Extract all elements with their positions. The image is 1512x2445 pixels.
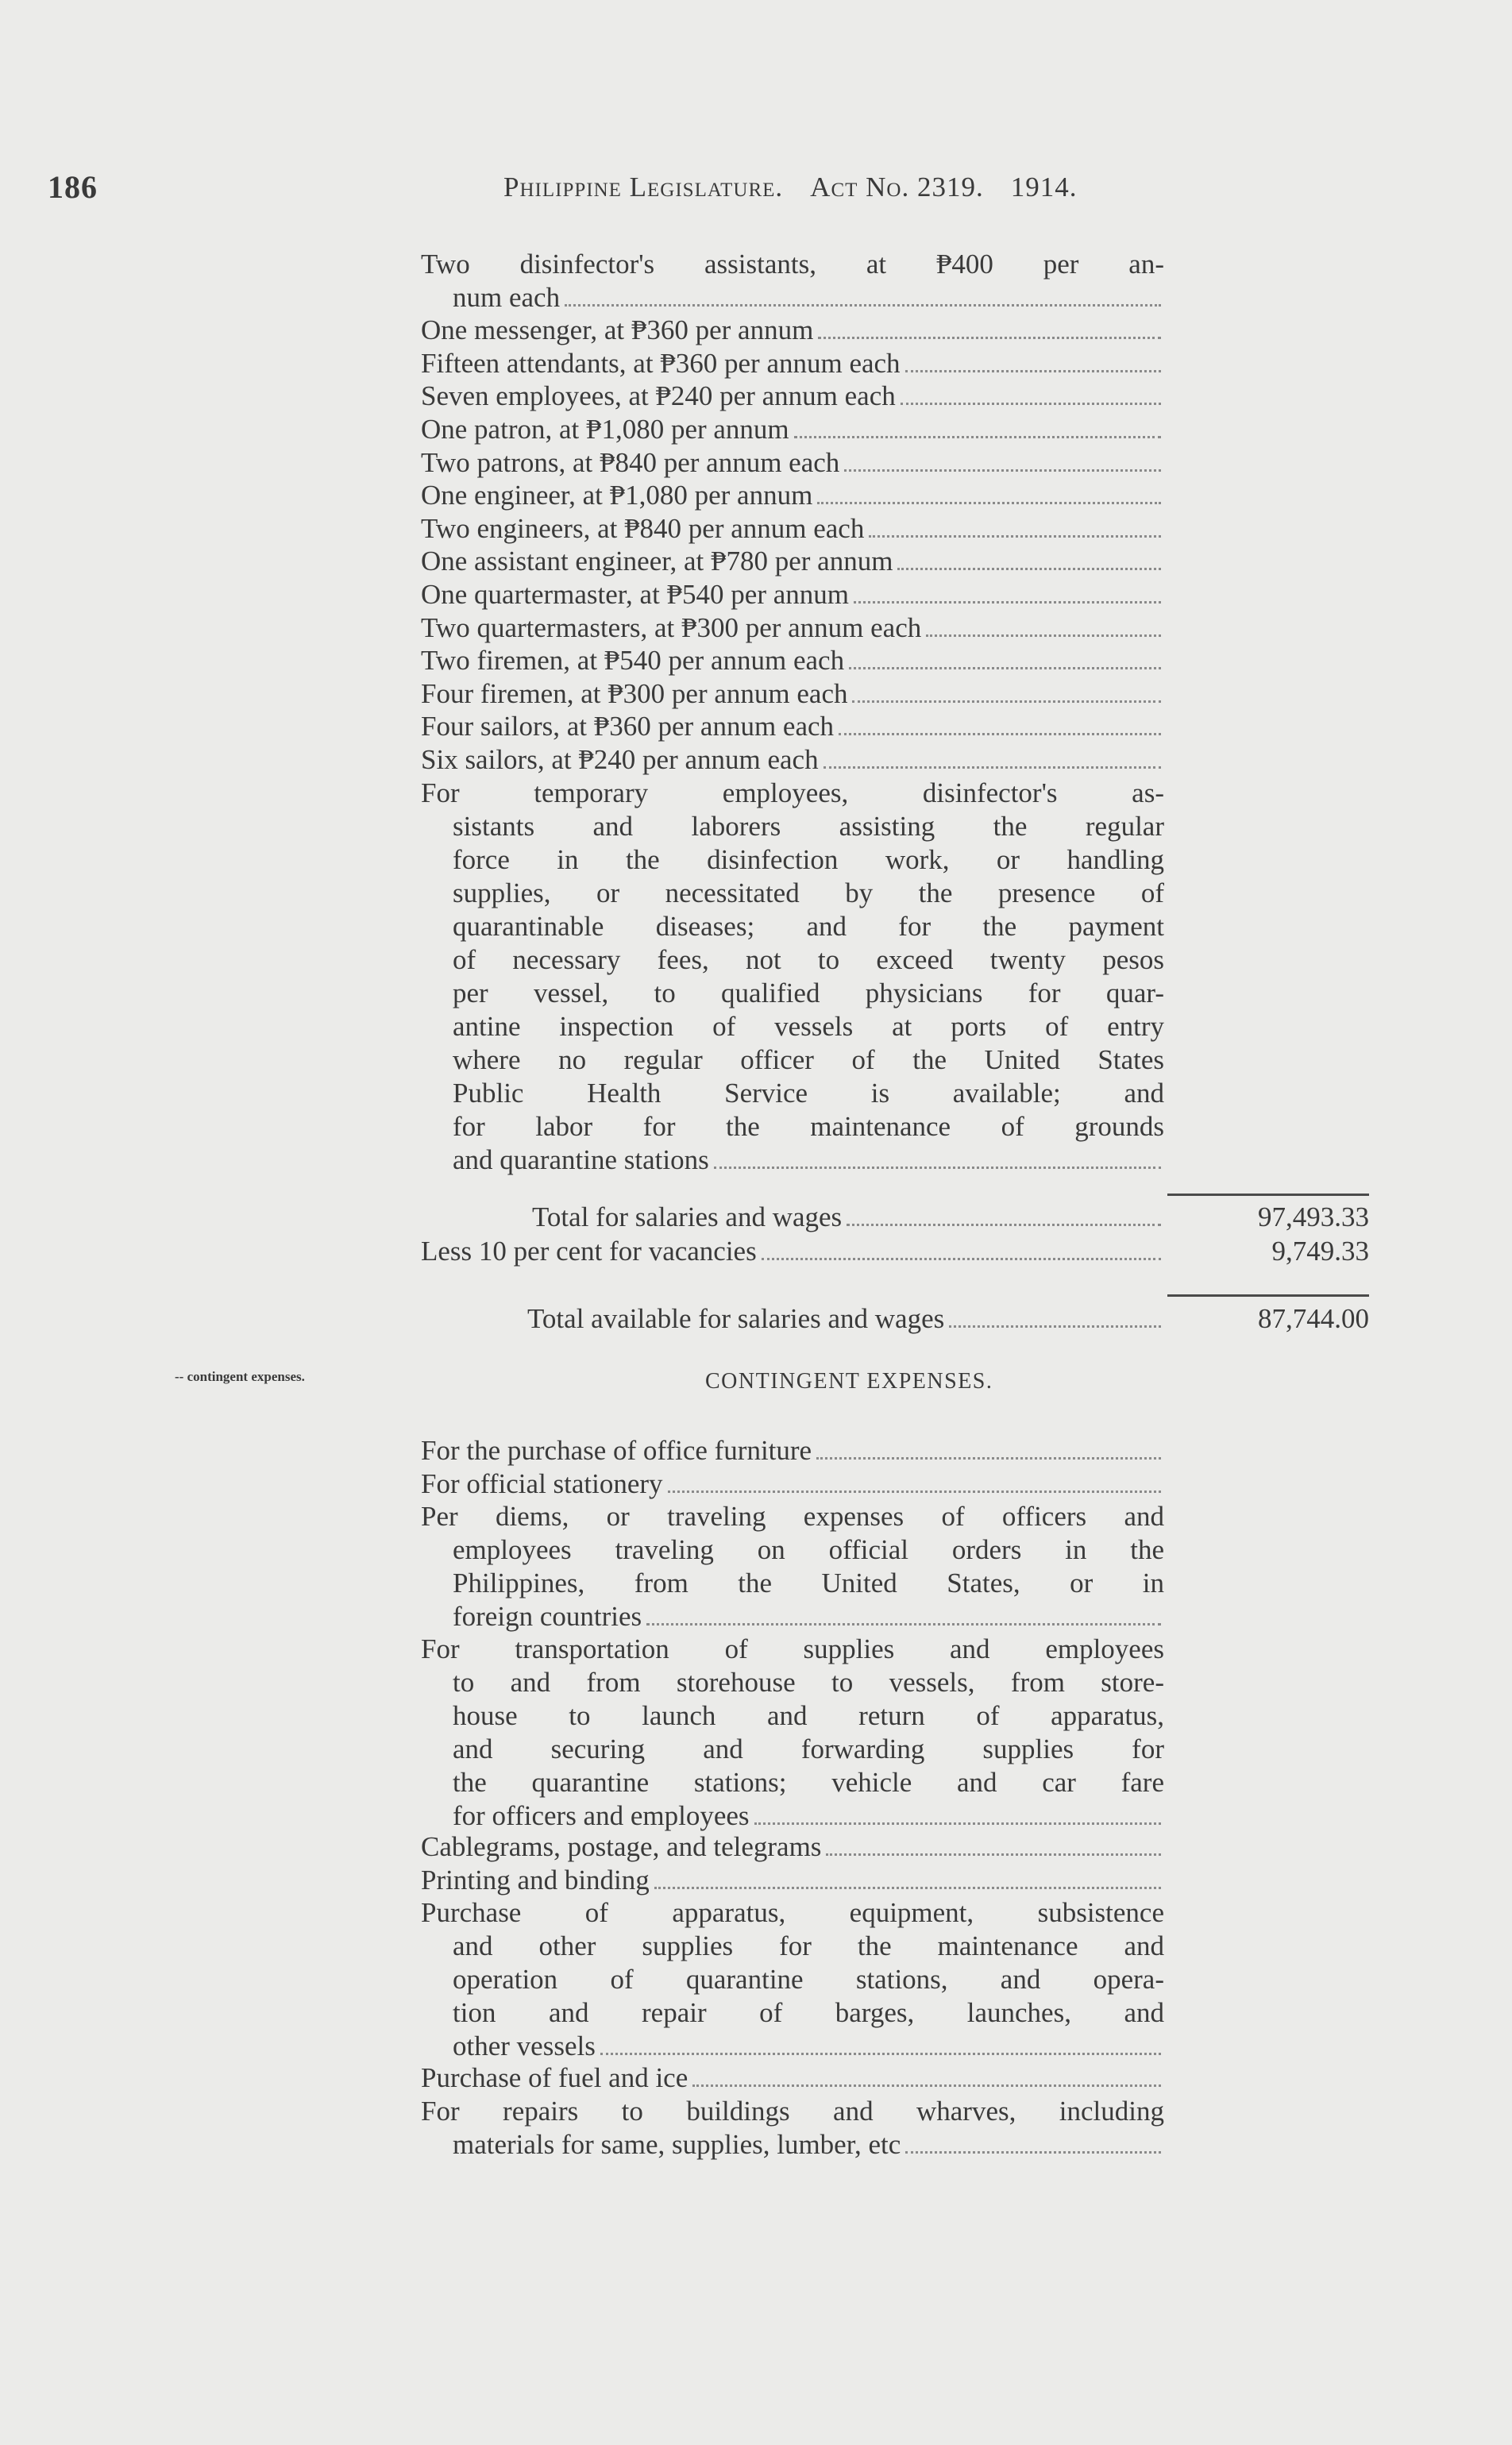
contingent-expenses-heading: CONTINGENT EXPENSES. [705,1369,993,1394]
running-head-year: 1914. [1010,172,1078,202]
salary-item-label: One quartermaster, at ₱540 per annum [421,579,849,610]
contingent-item [421,1896,1164,2063]
salary-item-line: where no regular officer of the United States [453,1043,1164,1075]
contingent-item-line [421,1600,1164,1633]
salary-item-line: of necessary fees, not to exceed twenty pesos [453,943,1164,975]
contingent-item-line: the quarantine stations; vehicle and car fare [453,1766,1164,1798]
salary-item-line [421,743,1164,777]
salary-item-line [421,281,1164,314]
salary-item [421,710,1164,743]
salary-item-line: Two disinfector's assistants, at ₱400 per an- [421,249,1164,280]
salary-item [421,413,1164,446]
salary-item-label: and quarantine stations [453,1143,709,1175]
contingent-item-line [421,1830,1164,1864]
contingent-item-line: employees traveling on official orders in the [453,1534,1164,1566]
total-available-label: Total available for salaries and wages [527,1303,945,1334]
contingent-item-line [421,2061,1164,2095]
contingent-item-line: Purchase of apparatus, equipment, subsistence [421,1897,1164,1929]
total-salaries-row [421,1201,1164,1234]
salary-item-line [421,644,1164,677]
running-head-title: Philippine Legislature. [503,172,784,202]
contingent-item-line: Per diems, or traveling expenses of officers and [421,1501,1164,1533]
contingent-item [421,1500,1164,1633]
page-number: 186 [48,169,98,205]
margin-note: -- contingent expenses. [175,1369,305,1384]
salary-item-label: Six sailors, at ₱240 per annum each [421,744,819,775]
contingent-item-line [421,1467,1164,1501]
salary-item-label: One assistant engineer, at ₱780 per annum [421,546,893,577]
contingent-item-label: For official stationery [421,1467,663,1499]
contingent-item-line: house to launch and return of apparatus, [453,1699,1164,1731]
salary-item-line: per vessel, to qualified physicians for quar- [453,977,1164,1008]
contingent-item [421,1633,1164,1833]
salary-item [421,743,1164,777]
salary-item-label: Four sailors, at ₱360 per annum each [421,711,835,742]
salary-item-line: antine inspection of vessels at ports of entry [453,1010,1164,1042]
contingent-item-label: foreign countries [453,1601,642,1633]
salary-item-label: Four firemen, at ₱300 per annum each [421,677,848,709]
salary-item-label: Two firemen, at ₱540 per annum each [421,645,845,677]
salary-item-line [421,1143,1164,1177]
contingent-item-line: For repairs to buildings and wharves, including [421,2096,1164,2127]
salary-item-line [421,479,1164,512]
salary-item-line: quarantinable diseases; and for the payment [453,910,1164,942]
subtotal-rule [1167,1194,1369,1196]
contingent-item-line [421,1864,1164,1897]
contingent-item-line [421,1799,1164,1833]
salary-item [421,644,1164,677]
total-salaries-amount: 97,493.33 [1258,1201,1369,1232]
less-vacancies-label: Less 10 per cent for vacancies [421,1236,757,1267]
running-head-act: Act No. 2319. [810,172,984,202]
salary-item-label: Two engineers, at ₱840 per annum each [421,512,865,544]
salary-item [421,777,1164,1177]
salary-item [421,677,1164,711]
total-rule [1167,1294,1369,1297]
contingent-item-line: and other supplies for the maintenance and [453,1930,1164,1962]
total-available-row [421,1302,1164,1336]
salary-item-line [421,413,1164,446]
contingent-item-line: operation of quarantine stations, and opera- [453,1964,1164,1996]
salary-item-line [421,710,1164,743]
contingent-item [421,1830,1164,1864]
salary-item [421,479,1164,512]
salary-item [421,545,1164,578]
salary-item [421,578,1164,611]
salary-item-label: Seven employees, at ₱240 per annum each [421,380,896,412]
salary-item-label: Two quartermasters, at ₱300 per annum each [421,611,922,643]
salary-item [421,446,1164,480]
salary-item-label: Fifteen attendants, at ₱360 per annum each [421,347,901,379]
salary-item-line: sistants and laborers assisting the regular [453,810,1164,842]
contingent-item-line: tion and repair of barges, launches, and [453,1997,1164,2029]
salary-item [421,512,1164,546]
contingent-item-label: for officers and employees [453,1799,750,1831]
contingent-item-line [421,2030,1164,2063]
less-vacancies-amount: 9,749.33 [1271,1236,1369,1267]
salary-item-line [421,347,1164,380]
contingent-item-line [421,1434,1164,1467]
salary-item-label: One patron, at ₱1,080 per annum [421,414,789,445]
contingent-item-line: and securing and forwarding supplies for [453,1733,1164,1764]
salary-item-label: Two patrons, at ₱840 per annum each [421,446,840,478]
contingent-item [421,1434,1164,1467]
contingent-item [421,1467,1164,1501]
contingent-item [421,2061,1164,2095]
contingent-item-label: Cablegrams, postage, and telegrams [421,1831,822,1863]
salary-item [421,314,1164,347]
contingent-item-label: Printing and binding [421,1864,650,1895]
contingent-item-line: For transportation of supplies and employees [421,1633,1164,1664]
contingent-item [421,2095,1164,2162]
salary-item-line: supplies, or necessitated by the presence of [453,877,1164,908]
salary-item-line [421,545,1164,578]
less-vacancies-row [421,1235,1164,1268]
contingent-item-line: Philippines, from the United States, or in [453,1568,1164,1599]
salary-item-line: force in the disinfection work, or handling [453,843,1164,875]
salary-item-line [421,446,1164,480]
salary-item [421,611,1164,645]
salary-item-line: Public Health Service is available; and [453,1077,1164,1109]
total-salaries-label: Total for salaries and wages [532,1201,843,1232]
contingent-item [421,1864,1164,1897]
salary-item-line [421,314,1164,347]
salary-item [421,380,1164,413]
salary-item-label: One messenger, at ₱360 per annum [421,314,814,346]
salary-item-line [421,677,1164,711]
salary-item-line [421,512,1164,546]
salary-item [421,248,1164,314]
salary-item-line [421,578,1164,611]
salary-item-line [421,611,1164,645]
contingent-item-label: Purchase of fuel and ice [421,2062,688,2094]
salary-item-line: for labor for the maintenance of grounds [453,1110,1164,1142]
salary-item-label: num each [453,282,561,313]
salary-item-line: For temporary employees, disinfector's as- [421,777,1164,808]
contingent-item-label: For the purchase of office furniture [421,1435,812,1466]
running-head [503,172,1077,203]
salary-item-label: One engineer, at ₱1,080 per annum [421,480,813,511]
contingent-item-line [421,2128,1164,2162]
contingent-item-label: other vessels [453,2030,596,2062]
total-available-amount: 87,744.00 [1258,1303,1369,1334]
salary-item [421,347,1164,380]
salary-item-line [421,380,1164,413]
contingent-item-label: materials for same, supplies, lumber, etc [453,2129,901,2160]
contingent-item-line: to and from storehouse to vessels, from store- [453,1666,1164,1698]
